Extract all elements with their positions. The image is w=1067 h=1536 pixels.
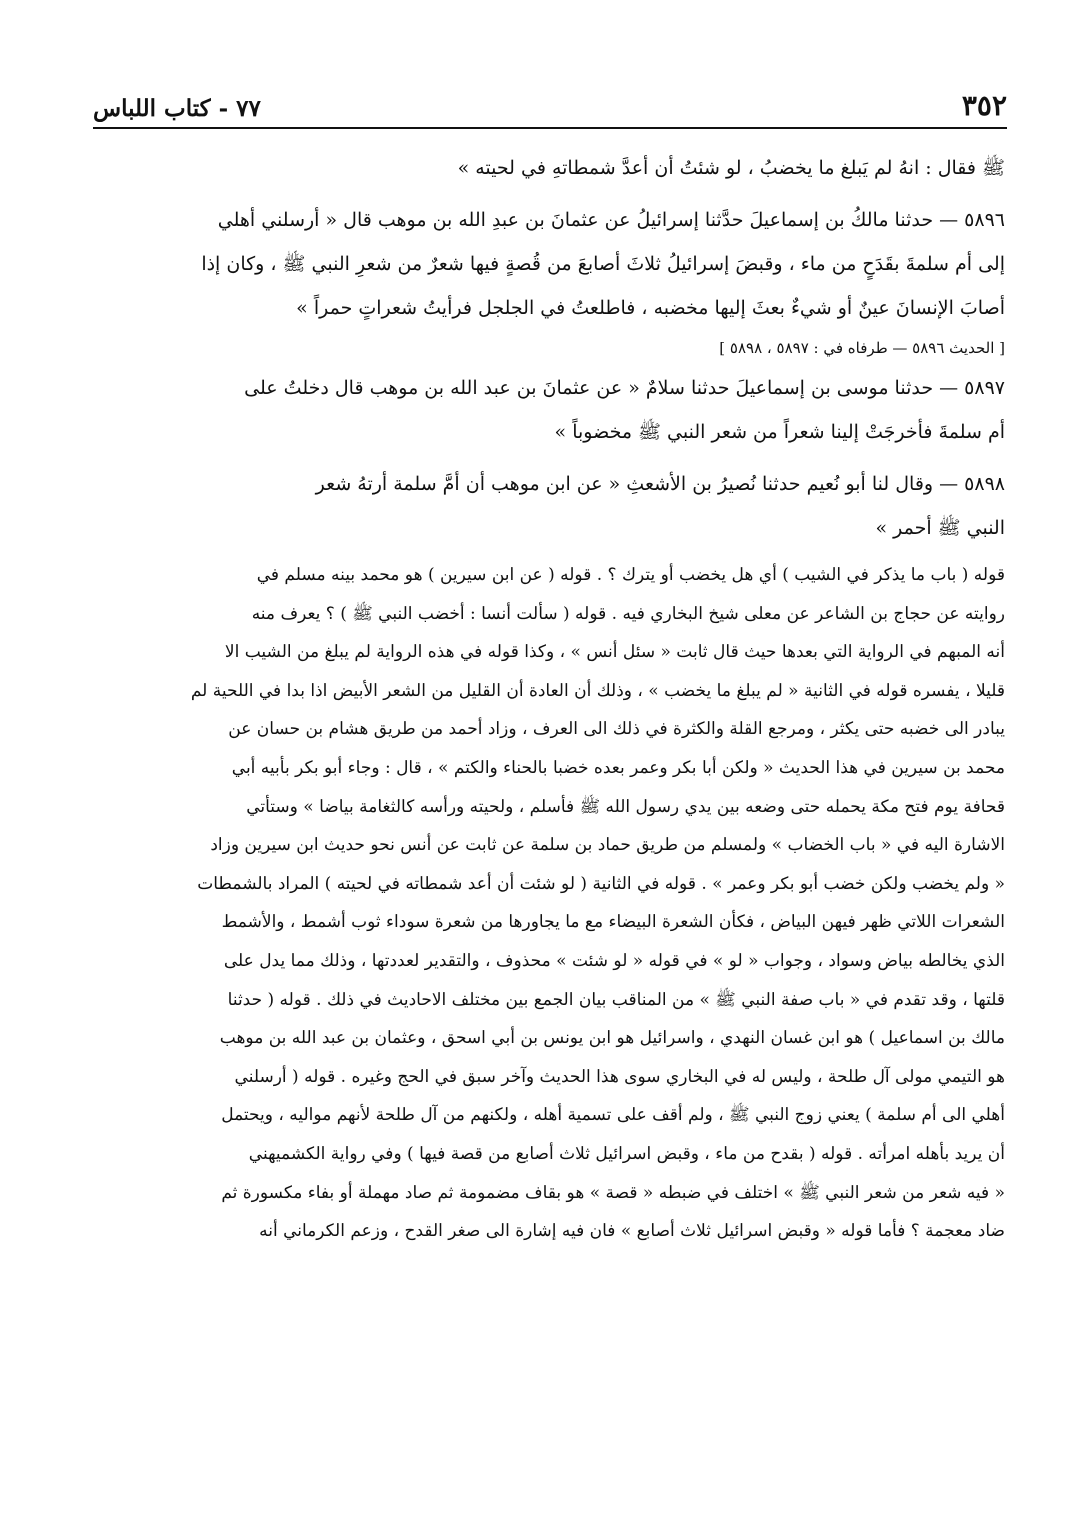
hadith-line: ٥٨٩٧ — حدثنا موسى بن إسماعيلَ حدثنا سلامٌ « عن عثمانَ بن عبد الله بن موهب قال دخلتُ على (244, 377, 1005, 399)
hadith-line: ﷺ فقال : انهُ لم يَبلغ ما يخضبُ ، لو شئتُ أن أعدَّ شمطاتهِ في لحيته » (457, 157, 1005, 179)
hadith-line: ٥٨٩٨ — وقال لنا أبو نُعيم حدثنا نُصيرُ بن الأشعثِ « عن ابن موهب أن أمَّ سلمة أرتهُ شعر (315, 473, 1005, 495)
commentary-line: هو التيمي مولى آل طلحة ، وليس له في البخاري سوى هذا الحديث وآخر سبق في الحج وغيره . قوله ( أرسلني (234, 1066, 1005, 1087)
commentary-line: أن يريد بأهله امرأته . قوله ( بقدح من ماء ، وقبض اسرائيل ثلاث أصابع من قصة فيها ) وفي رواية الكشميهني (248, 1143, 1005, 1164)
commentary-line: الذي يخالطه بياض وسواد ، وجواب « لو » في قوله « لو شئت » محذوف ، والتقدير لعددتها ، وذلك مما يدل على (223, 950, 1005, 971)
page-body (95, 146, 1005, 1251)
commentary-line: قحافة يوم فتح مكة يحمله حتى وضعه بين يدي رسول الله ﷺ فأسلم ، ولحيته ورأسه كالثغامة بياضا » وستأتي (246, 796, 1005, 817)
commentary-line: قلتها ، وقد تقدم في « باب صفة النبي ﷺ » من المناقب بيان الجمع بين مختلف الاحاديث في ذلك . قوله ( حدثنا (227, 989, 1005, 1010)
commentary-line: ضاد معجمة ؟ فأما قوله « وقبض اسرائيل ثلاث أصابع » فان فيه إشارة الى صغر القدح ، وزعم الكرماني أنه (259, 1221, 1005, 1242)
commentary-line: الاشارة اليه في « باب الخضاب » ولمسلم من طريق حماد بن سلمة عن ثابت عن أنس نحو حديث ابن سيرين وزاد (210, 835, 1005, 856)
hadith-line: أم سلمةَ فأخرجَتْ إلينا شعراً من شعر النبي ﷺ مخضوباً » (554, 421, 1005, 443)
hadith-line: إلى أم سلمةَ بقَدَحٍ من ماء ، وقبضَ إسرائيلُ ثلاثَ أصابعَ من قُصةٍ فيها شعرٌ من شعرِ النبي ﷺ ، وكان إذا (201, 253, 1005, 275)
page-number: ٣٥٢ (961, 89, 1007, 122)
commentary-line: « ولم يخضب ولكن خضب أبو بكر وعمر » . قوله في الثانية ( لو شئت أن أعد شمطاته في لحيته ) المراد بالشمطات (197, 873, 1005, 894)
chapter-title: ٧٧ - كتاب اللباس (93, 95, 261, 122)
commentary-line: « فيه شعر من شعر النبي ﷺ » اختلف في ضبطه « قصة » هو بقاف مضمومة ثم صاد مهملة أو بفاء مكسورة ثم (221, 1182, 1005, 1203)
commentary-line: أنه المبهم في الرواية التي بعدها حيث قال ثابت « سئل أنس » ، وكذا قوله في هذه الرواية لم يبلغ من الشيب الا (224, 642, 1005, 663)
commentary-line: قوله ( باب ما يذكر في الشيب ) أي هل يخضب أو يترك ؟ . قوله ( عن ابن سيرين ) هو محمد بينه مسلم في (256, 565, 1005, 585)
page-header (93, 88, 1007, 122)
hadith-line: ٥٨٩٦ — حدثنا مالكُ بن إسماعيلَ حدَّثنا إسرائيلُ عن عثمانَ بن عبدِ الله بن موهب قال « أرسلني أهلي (217, 209, 1005, 231)
commentary-line: يبادر الى خضبه حتى يكثر ، ومرجع القلة والكثرة في ذلك الى العرف ، وزاد أحمد من طريق هشام بن حسان عن (228, 719, 1005, 740)
commentary-line: الشعرات اللاتي ظهر فيهن البياض ، فكأن الشعرة البيضاء مع ما يجاورها من شعرة سوداء ثوب أشمط ، والأشمط (221, 912, 1005, 933)
commentary-line: روايته عن حجاج بن الشاعر عن معلى شيخ البخاري فيه . قوله ( سألت أنسا : أخضب النبي ﷺ ) ؟ يعرف منه (251, 603, 1005, 624)
commentary-line: أهلي الى أم سلمة ) يعني زوج النبي ﷺ ، ولم أقف على تسمية أهله ، ولكنهم من آل طلحة لأنهم مواليه ، ويحتمل (221, 1105, 1005, 1126)
commentary-line: محمد بن سيرين في هذا الحديث « ولكن أبا بكر وعمر بعده خضبا بالحناء والكتم » ، قال : وجاء أبو بكر بأبيه أبي (231, 757, 1005, 778)
hadith-line: النبي ﷺ أحمر » (875, 517, 1005, 539)
header-rule (93, 127, 1007, 129)
hadith-line: أصابَ الإنسانَ عينٌ أو شيءٌ بعثَ إليها مخضبه ، فاطلعتُ في الجلجل فرأيتُ شعراتٍ حمراً » (296, 297, 1005, 319)
hadith-reference: [ الحديث ٥٨٩٦ — طرفاه في : ٥٨٩٧ ، ٥٨٩٨ ] (719, 339, 1005, 357)
commentary-line: قليلا ، يفسره قوله في الثانية « لم يبلغ ما يخضب » ، وذلك أن العادة أن القليل من الشعر الأبيض اذا بدا في اللحية لم (190, 680, 1005, 701)
commentary-line: مالك بن اسماعيل ) هو ابن غسان النهدي ، واسرائيل هو ابن يونس بن أبي اسحق ، وعثمان بن عبد الله بن موهب (219, 1028, 1005, 1049)
